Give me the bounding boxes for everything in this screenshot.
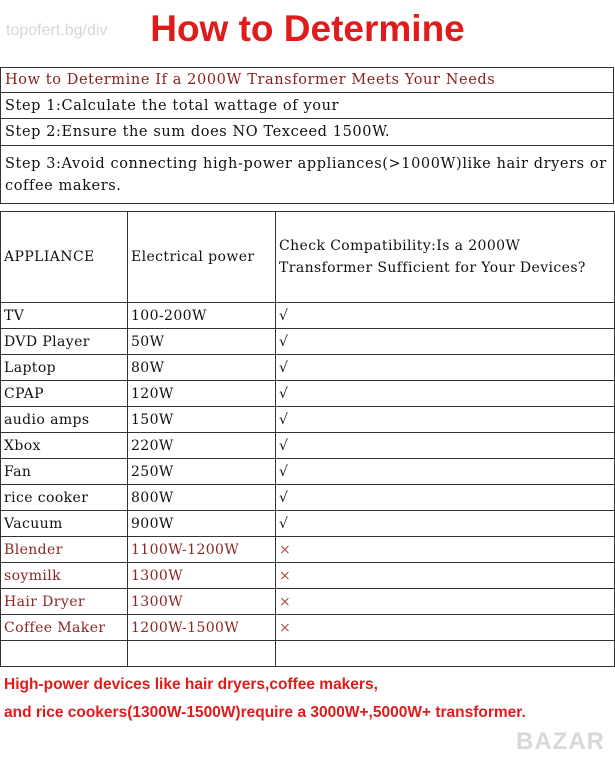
table-row: [1, 641, 615, 667]
table-header-row: [1, 212, 615, 303]
table-row: [1, 459, 615, 485]
check-cell: √: [276, 303, 615, 329]
note-line-2: and rice cookers(1300W-1500W)require a 3000W+,5000W+ transformer.: [4, 704, 526, 721]
brand-watermark: BAZAR: [516, 728, 605, 755]
appliance-cell: DVD Player: [1, 329, 128, 355]
appliance-cell: Laptop: [1, 355, 128, 381]
appliance-cell: Blender: [1, 537, 128, 563]
check-cell: √: [276, 381, 615, 407]
table-row: [1, 433, 615, 459]
power-cell: 250W: [128, 459, 276, 485]
appliance-cell: Fan: [1, 459, 128, 485]
appliance-cell: soymilk: [1, 563, 128, 589]
header-electrical-power: Electrical power: [128, 212, 276, 303]
note-line-1: High-power devices like hair dryers,coffee makers,: [4, 676, 378, 693]
table-row: [1, 537, 615, 563]
power-cell: [128, 641, 276, 667]
table-row: [1, 485, 615, 511]
appliance-cell: audio amps: [1, 407, 128, 433]
header-appliance: APPLIANCE: [1, 212, 128, 303]
table-row: [1, 355, 615, 381]
appliance-cell: Hair Dryer: [1, 589, 128, 615]
power-cell: 1200W-1500W: [128, 615, 276, 641]
power-cell: 800W: [128, 485, 276, 511]
table-row: [1, 329, 615, 355]
power-cell: 1300W: [128, 589, 276, 615]
check-cell: √: [276, 485, 615, 511]
check-cell: [276, 641, 615, 667]
check-cell: √: [276, 355, 615, 381]
check-cell: √: [276, 511, 615, 537]
power-cell: 50W: [128, 329, 276, 355]
step-2: Step 2:Ensure the sum does NO Texceed 1500W.: [1, 119, 614, 146]
site-watermark: topofert.bg/div: [6, 22, 108, 39]
check-cell: √: [276, 433, 615, 459]
check-cell: ×: [276, 589, 615, 615]
table-row: [1, 563, 615, 589]
header-check-compatibility: Check Compatibility:Is a 2000W Transformer Sufficient for Your Devices?: [276, 212, 615, 303]
table-row: [1, 303, 615, 329]
check-cell: ×: [276, 563, 615, 589]
table-row: [1, 615, 615, 641]
appliance-cell: [1, 641, 128, 667]
power-cell: 1300W: [128, 563, 276, 589]
appliance-table: [0, 211, 615, 667]
table-row: [1, 407, 615, 433]
power-cell: 150W: [128, 407, 276, 433]
table-row: [1, 381, 615, 407]
power-cell: 900W: [128, 511, 276, 537]
check-cell: √: [276, 329, 615, 355]
power-cell: 120W: [128, 381, 276, 407]
appliance-cell: Vacuum: [1, 511, 128, 537]
intro-heading: How to Determine If a 2000W Transformer Meets Your Needs: [1, 68, 614, 93]
check-cell: ×: [276, 615, 615, 641]
appliance-cell: TV: [1, 303, 128, 329]
appliance-cell: CPAP: [1, 381, 128, 407]
power-cell: 100-200W: [128, 303, 276, 329]
step-3: Step 3:Avoid connecting high-power appliances(>1000W)like hair dryers or coffee makers.: [1, 146, 614, 204]
power-cell: 220W: [128, 433, 276, 459]
check-cell: ×: [276, 537, 615, 563]
step-1: Step 1:Calculate the total wattage of your: [1, 93, 614, 119]
table-row: [1, 511, 615, 537]
page-title: How to Determine: [150, 8, 465, 49]
check-cell: √: [276, 459, 615, 485]
appliance-cell: Coffee Maker: [1, 615, 128, 641]
power-cell: 80W: [128, 355, 276, 381]
intro-table: [0, 67, 614, 204]
appliance-cell: rice cooker: [1, 485, 128, 511]
table-row: [1, 589, 615, 615]
appliance-cell: Xbox: [1, 433, 128, 459]
power-cell: 1100W-1200W: [128, 537, 276, 563]
check-cell: √: [276, 407, 615, 433]
high-power-note: [4, 672, 604, 724]
